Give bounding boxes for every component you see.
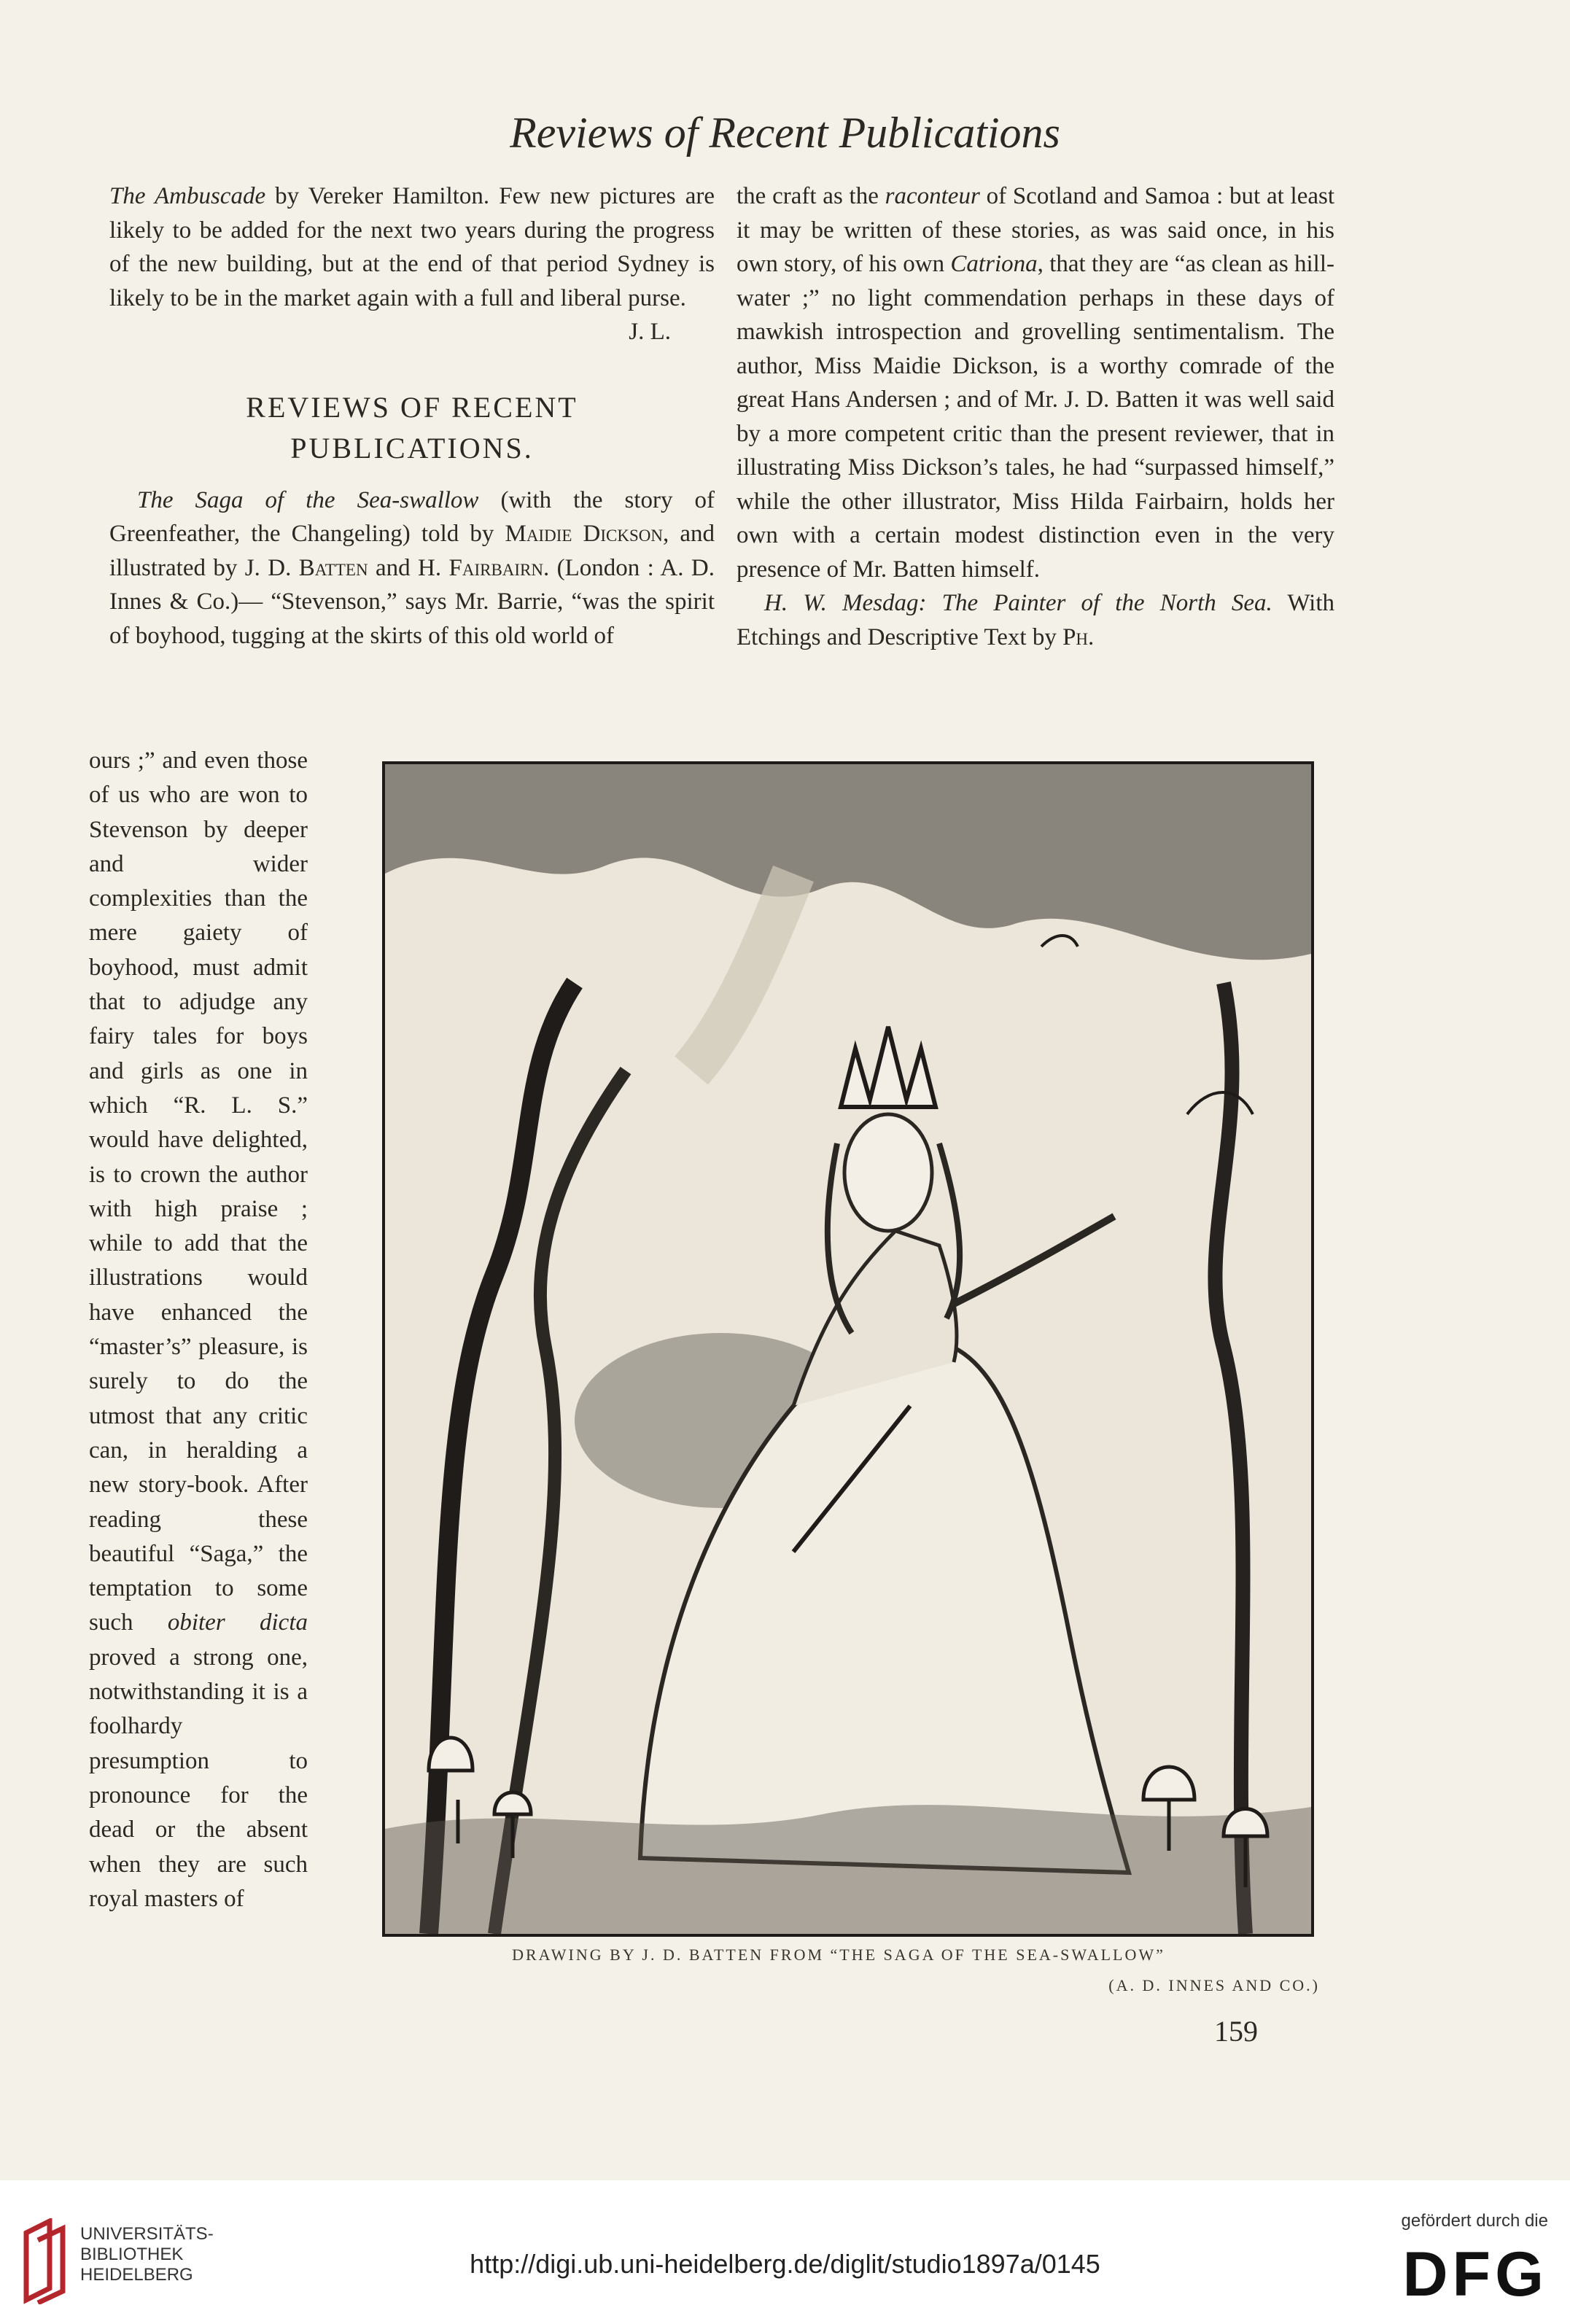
signature: J. L. xyxy=(629,319,671,345)
mesdag-text: With Etchings and Descriptive Text by xyxy=(737,590,1334,650)
review-title: The Saga of the Sea-swallow xyxy=(137,486,479,513)
queen-face xyxy=(844,1114,932,1231)
review-illustrator-1: J. D. Batten xyxy=(244,554,368,581)
library-line-2: BIBLIOTHEK xyxy=(80,2245,184,2264)
dfg-logo: DFG xyxy=(1402,2239,1548,2309)
narrow-paragraph xyxy=(89,744,308,1916)
review-text-2: , and illustrated by xyxy=(109,521,715,581)
digitization-footer xyxy=(0,2180,1570,2324)
narrow-text-a: ours ;” and even those of us who are won to Stevenson by deeper and wider complexities than the mere gaiety of boyhood, must admit that to adjudge any fairy tales for boys and girls as one in which “R. L. S.” would have delighted, is to crown the author with high praise ; while to add that the illustrations would have enhanced the “master’s” pleasure, is surely to do the utmost that any critic can, in heralding a new story-book. After reading these beautiful “Saga,” the temptation to some such xyxy=(89,747,308,1636)
illustration-publisher: (A. D. INNES AND CO.) xyxy=(1108,1976,1320,1994)
permalink-url[interactable]: http://digi.ub.uni-heidelberg.de/diglit/studio1897a/0145 xyxy=(470,2249,1100,2279)
review-text-1: (with the story of Greenfeather, the Changeling) told by xyxy=(109,486,715,547)
review-illustrator-2: H. Fairbairn xyxy=(418,554,543,581)
right-text-b: of Scotland and Samoa : but at least it may be written of these stories, as was said once, in his own story, of his own xyxy=(737,183,1335,277)
right-paragraph xyxy=(737,179,1334,586)
right-column xyxy=(737,179,1334,654)
mesdag-title: H. W. Mesdag: The Painter of the North Sea. xyxy=(764,590,1272,616)
section-title-line1: REVIEWS OF RECENT xyxy=(246,390,578,424)
running-head: Reviews of Recent Publications xyxy=(510,109,1060,157)
review-paragraph xyxy=(109,483,715,653)
batten-illustration xyxy=(382,761,1314,1937)
funded-by-text: gefördert durch die xyxy=(1401,2211,1548,2231)
mesdag-paragraph xyxy=(737,586,1334,654)
review-text-3: and xyxy=(368,554,418,581)
library-line-1: UNIVERSITÄTS- xyxy=(80,2224,214,2244)
left-column xyxy=(109,179,715,653)
fairy-queen-drawing xyxy=(385,764,1311,1934)
intro-title: The Ambuscade xyxy=(109,183,266,209)
intro-text: by Vereker Hamilton. Few new pictures are likely to be added for the next two years during the progress of the new building, but at the end of that period Sydney is likely to be in the market again with a full and liberal purse. xyxy=(109,183,715,311)
catriona-title: Catriona xyxy=(950,251,1038,277)
section-title-line2: PUBLICATIONS. xyxy=(290,431,534,465)
review-author: Maidie Dickson xyxy=(505,521,663,547)
library-line-3: HEIDELBERG xyxy=(80,2265,193,2285)
narrow-text-b: proved a strong one, notwithstanding it is a foolhardy presumption to pronounce for the dead or the absent when they are such royal masters of xyxy=(89,1644,308,1912)
narrow-column xyxy=(89,744,308,1916)
section-title xyxy=(109,387,715,469)
raconteur-word: raconteur xyxy=(885,183,980,209)
grass-ground xyxy=(385,1805,1311,1934)
right-text-c: , that they are “as clean as hill-water ;” no light commendation perhaps in these days of mawkish introspection and grovelling sentimentalism. The author, Miss Maidie Dickson, is a worthy comrade of the great Hans Andersen ; and of Mr. J. D. Batten it was well said by a more competent critic than the present reviewer, that in illustrating Miss Dickson’s tales, he had “surpassed himself,” while the other illustrator, Miss Hilda Fairbairn, holds her own with a certain modest distinction even in the very presence of Mr. Batten himself. xyxy=(737,251,1334,583)
obiter-dicta: obiter dicta xyxy=(167,1609,308,1636)
mesdag-author: Ph. xyxy=(1062,623,1095,650)
review-text-4: . (London : A. D. Innes & Co.)— “Stevenson,” says Mr. Barrie, “was the spirit of boyhood, tugging at the skirts of this old world of xyxy=(109,554,715,649)
intro-paragraph xyxy=(109,179,715,315)
illustration-caption: DRAWING BY J. D. BATTEN FROM “THE SAGA OF THE SEA-SWALLOW” xyxy=(512,1946,1165,1964)
right-text-a: the craft as the xyxy=(737,183,885,209)
page-number: 159 xyxy=(1214,2015,1258,2048)
